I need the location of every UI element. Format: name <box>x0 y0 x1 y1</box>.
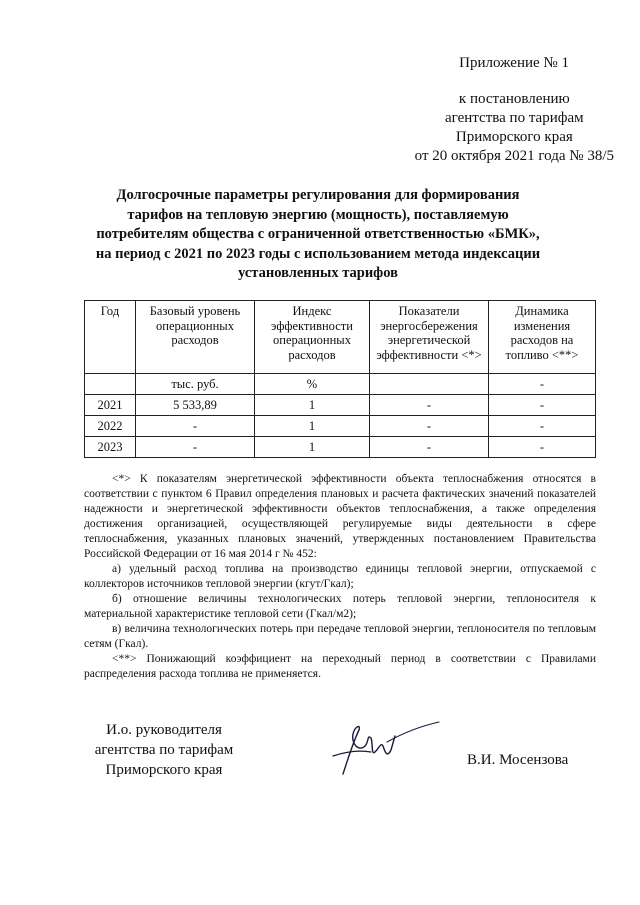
footnotes <box>84 472 596 682</box>
signatory-position <box>84 720 244 780</box>
ref-line: Приморского края <box>455 129 573 145</box>
cell-energy: - <box>370 416 489 437</box>
cell-fuel: - <box>489 416 596 437</box>
cell-index: 1 <box>255 416 370 437</box>
resolution-reference <box>415 90 614 166</box>
cell-energy: - <box>370 437 489 458</box>
footnote-item-c: в) величина технологических потерь при передаче тепловой энергии, теплоносителя по тепловым сетям (Гкал). <box>84 623 596 650</box>
footnote-item-a: а) удельный расход топлива на производство единицы тепловой энергии, отпускаемой с коллекторов источников тепловой энергии (кгут/Гкал); <box>84 563 596 590</box>
ref-line: от 20 октября 2021 года № 38/5 <box>414 148 614 164</box>
footnote-fuel: <**> Понижающий коэффициент на переходный период в соответствии с Правилами распределения расхода топлива не применяется. <box>84 653 596 680</box>
table-units-row <box>85 374 596 395</box>
cell-fuel: - <box>489 437 596 458</box>
ref-line: агентства по тарифам <box>445 110 584 126</box>
position-line: И.о. руководителя <box>106 722 222 738</box>
cell-fuel: - <box>489 395 596 416</box>
header-fuel-dynamics: Динамика изменения расходов на топливо <**> <box>489 301 596 374</box>
cell-year: 2021 <box>85 395 136 416</box>
header-energy-saving: Показатели энергосбережения энергетической эффективности <*> <box>370 301 489 374</box>
header-base-level: Базовый уровень операционных расходов <box>136 301 255 374</box>
signatory-name: В.И. Мосензова <box>467 752 569 768</box>
parameters-table <box>84 300 596 458</box>
cell-year: 2023 <box>85 437 136 458</box>
cell-base: 5 533,89 <box>136 395 255 416</box>
header-year: Год <box>85 301 136 374</box>
table-header-row <box>85 301 596 374</box>
cell-year: 2022 <box>85 416 136 437</box>
footnote-energy-efficiency: <*> К показателям энергетической эффективности объекта теплоснабжения относятся в соответствии с пунктом 6 Правил определения плановых и расчета фактических значений показателей надежности и энергетической эффективности объектов теплоснабжения, а также определения достижения организацией, осуществляющей регулируемые виды деятельности в сфере теплоснабжения, указанных плановых значений, утвержденных постановлением Правительства Российской Федерации от 16 мая 2014 г № 452: <box>84 473 596 560</box>
appendix-label: Приложение № 1 <box>459 55 569 71</box>
position-line: агентства по тарифам <box>94 742 234 758</box>
unit-energy <box>370 374 489 395</box>
cell-energy: - <box>370 395 489 416</box>
document-title: Долгосрочные параметры регулирования для формирования тарифов на тепловую энергию (мощность), поставляемую потребителям общества с ограниченной ответственностью «БМК», на период с 2021 по 2023 годы с использованием метода индексации установленных тарифов <box>95 187 541 281</box>
unit-base: тыс. руб. <box>136 374 255 395</box>
footnote-item-b: б) отношение величины технологических потерь тепловой энергии, теплоносителя к материальной характеристике тепловой сети (Гкал/м2); <box>84 593 596 620</box>
handwritten-signature <box>325 712 445 784</box>
cell-base: - <box>136 437 255 458</box>
cell-index: 1 <box>255 395 370 416</box>
unit-fuel: - <box>489 374 596 395</box>
header-efficiency-index: Индекс эффективности операционных расходов <box>255 301 370 374</box>
unit-year <box>85 374 136 395</box>
unit-index: % <box>255 374 370 395</box>
table-row <box>85 395 596 416</box>
ref-line: к постановлению <box>458 91 570 107</box>
position-line: Приморского края <box>105 762 223 778</box>
cell-base: - <box>136 416 255 437</box>
table-row <box>85 437 596 458</box>
table-row <box>85 416 596 437</box>
cell-index: 1 <box>255 437 370 458</box>
